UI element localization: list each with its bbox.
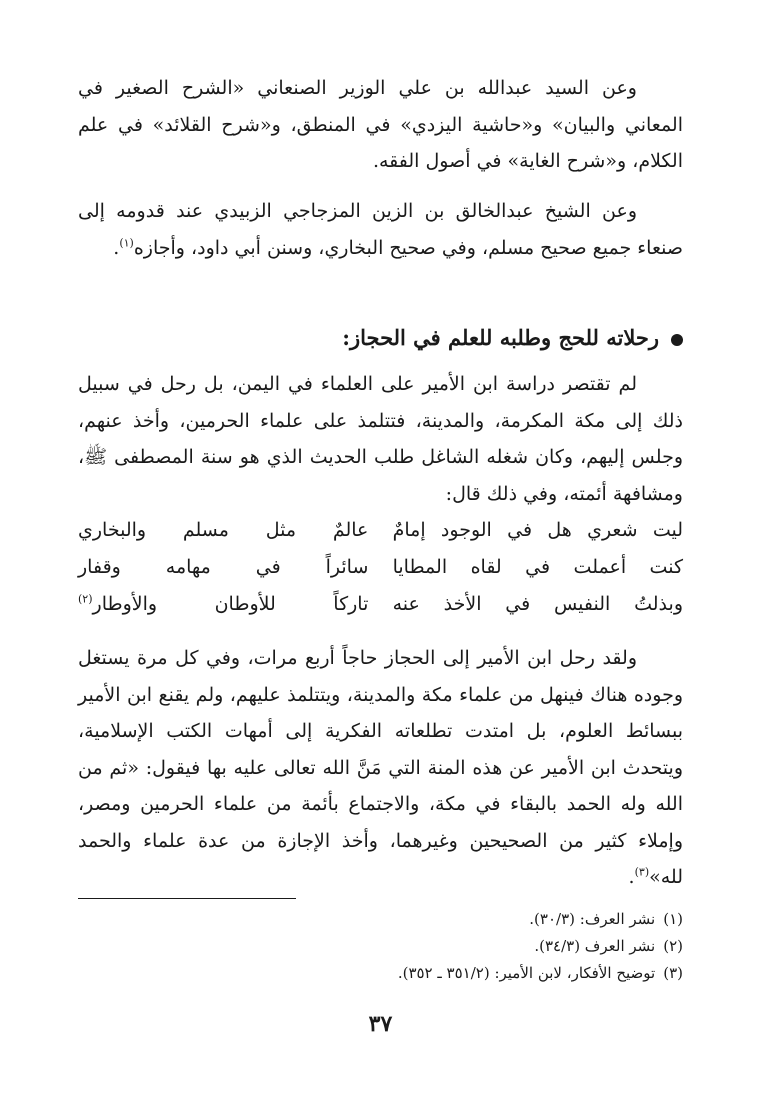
- section-heading: [78, 318, 683, 358]
- footnote-item: [78, 906, 683, 933]
- verse-second-hemistich: [78, 512, 368, 549]
- footnote-item: [78, 933, 683, 960]
- paragraph-teachers-1: [78, 70, 683, 180]
- verse-first-hemistich: كنت أعملت في لقاه المطايا: [392, 556, 683, 578]
- paragraph-text: وعن الشيخ عبدالخالق بن الزين المزجاجي الزبيدي عند قدومه إلى صنعاء جميع صحيح مسلم، وفي صحيح البخاري، وسنن أبي داود، وأجازه: [78, 200, 683, 259]
- poem-verse: [78, 512, 683, 549]
- footnote-number: (٣): [663, 964, 683, 982]
- verse-text: سائراً في مهامه وقفار: [78, 556, 369, 578]
- paragraph-text: لم تقتصر دراسة ابن الأمير على العلماء في اليمن، بل رحل في سبيل ذلك إلى مكة المكرمة، والمدينة، فتتلمذ على علماء الحرمين، وأخذ عنهم، وجلس إليهم، وكان شغله الشاغل طلب الحديث الذي هو سنة المصطفى ﷺ، ومشافهة أئمته، وفي ذلك قال:: [78, 373, 683, 505]
- poem-verse: [78, 549, 683, 586]
- paragraph-end: .: [628, 866, 635, 888]
- footnote-divider: [78, 898, 296, 899]
- paragraph-travels: [78, 366, 683, 512]
- paragraph-hajj: [78, 640, 683, 896]
- paragraph-teachers-2: [78, 193, 683, 266]
- footnote-text: نشر العرف (٣٤/٣).: [534, 937, 656, 955]
- footnote-number: (١): [663, 910, 683, 928]
- footnotes: [78, 906, 683, 987]
- paragraph-text: ولقد رحل ابن الأمير إلى الحجاز حاجاً أربع مرات، وفي كل مرة يستغل وجوده هناك فينهل من علماء مكة والمدينة، ويتتلمذ عليهم، ولم يقنع ابن الأمير ببسائط العلوم، بل امتدت تطلعاته الفكرية إلى أمهات الكتب الإسلامية، ويتحدث ابن الأمير عن هذه المنة التي مَنَّ الله تعالى عليه بها فيقول: «ثم من الله وله الحمد بالبقاء في مكة، والاجتماع بأئمة من علماء الحرمين ومصر، وإملاء كثير من الصحيحين وغيرهما، وأخذ الإجازة من عدة علماء والحمد لله»: [78, 647, 683, 888]
- verse-text: عالمٌ مثل مسلم والبخاري: [78, 519, 369, 541]
- verse-text: تاركاً للأوطان والأوطار: [92, 593, 369, 615]
- section-heading-text: رحلاته للحج وطلبه للعلم في الحجاز:: [342, 325, 659, 350]
- poem-verse: [78, 586, 683, 623]
- poem: [78, 512, 683, 623]
- verse-second-hemistich: [78, 586, 368, 623]
- footnote-number: (٢): [663, 937, 683, 955]
- footnote-item: [78, 960, 683, 987]
- footnote-reference[interactable]: (٢): [78, 592, 93, 606]
- paragraph-end: .: [113, 236, 120, 259]
- footnote-text: نشر العرف: (٣٠/٣).: [529, 910, 656, 928]
- verse-first-hemistich: وبذلتُ النفيس في الأخذ عنه: [392, 593, 683, 615]
- footnote-text: توضيح الأفكار، لابن الأمير: (٣٥١/٢ ـ ٣٥٢).: [397, 964, 656, 982]
- bullet-icon: [671, 334, 683, 346]
- footnote-reference[interactable]: (١): [119, 236, 134, 250]
- book-page: [78, 0, 683, 1109]
- paragraph-text: وعن السيد عبدالله بن علي الوزير الصنعاني «الشرح الصغير في المعاني والبيان» و«حاشية اليزدي» في المنطق، و«شرح القلائد» في علم الكلام، و«شرح الغاية» في أصول الفقه.: [78, 77, 683, 172]
- verse-second-hemistich: [78, 549, 368, 586]
- footnote-reference[interactable]: (٣): [634, 865, 650, 879]
- verse-first-hemistich: ليت شعري هل في الوجود إمامٌ: [392, 519, 683, 541]
- page-number: ٣٧: [368, 1011, 393, 1037]
